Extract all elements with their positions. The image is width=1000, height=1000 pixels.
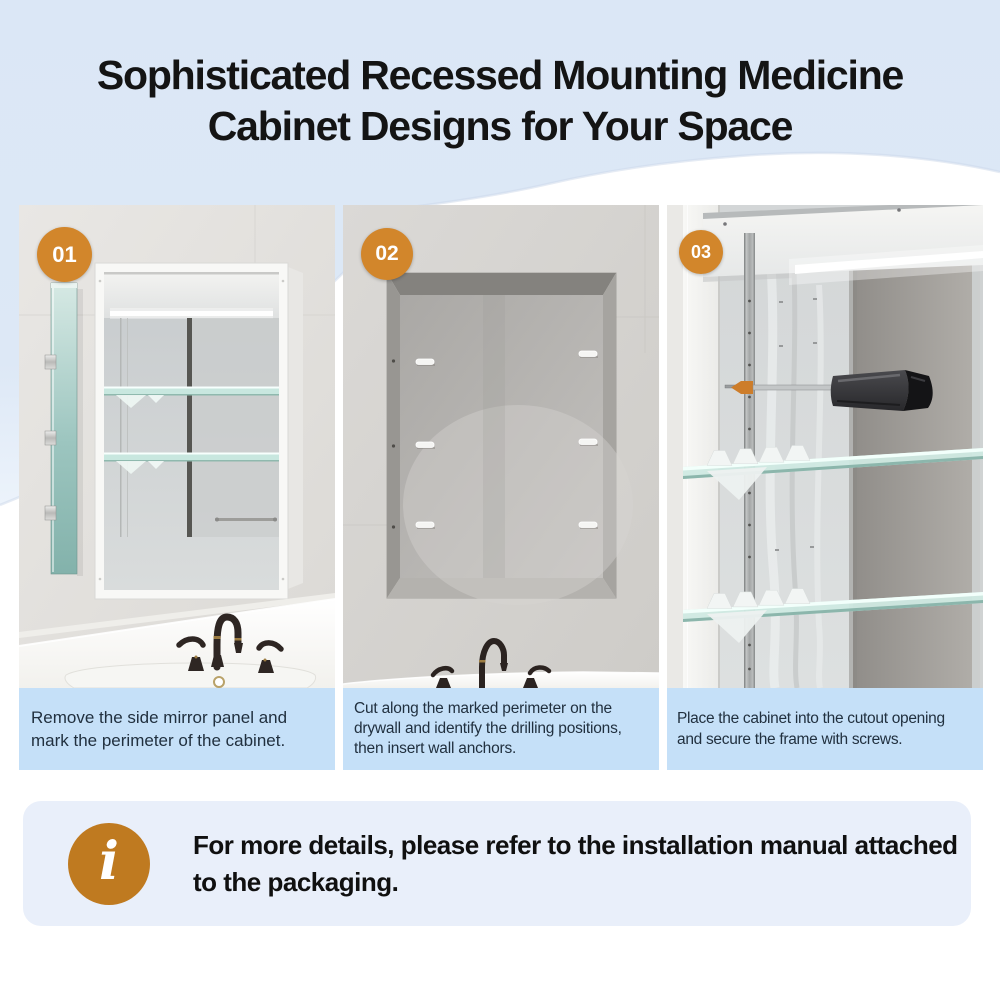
step-card-2 bbox=[343, 205, 659, 770]
step2-photo bbox=[343, 205, 659, 688]
medicine-cabinet bbox=[95, 263, 303, 599]
step3-caption: Place the cabinet into the cutout opening and secure the frame with screws. bbox=[667, 688, 983, 770]
note-text: For more details, please refer to the installation manual attached to the packaging. bbox=[193, 829, 958, 897]
installation-manual-note bbox=[23, 801, 971, 926]
page-title-line-1: Sophisticated Recessed Mounting Medicine bbox=[96, 52, 904, 98]
sink-drain bbox=[214, 677, 224, 687]
step-card-3 bbox=[667, 205, 983, 770]
wall-sliver bbox=[667, 205, 683, 688]
step1-photo bbox=[19, 205, 335, 688]
step-number-badge: 01 bbox=[37, 227, 92, 282]
screwdriver-shaft bbox=[753, 385, 833, 390]
page-title bbox=[0, 50, 1000, 153]
installation-steps-row bbox=[19, 205, 983, 770]
page-title-line-2: Cabinet Designs for Your Space bbox=[207, 103, 793, 150]
info-icon-glyph: i bbox=[99, 831, 119, 892]
step3-illustration bbox=[667, 205, 983, 688]
step1-caption: Remove the side mirror panel and mark the perimeter of the cabinet. bbox=[19, 688, 335, 770]
info-icon bbox=[68, 823, 150, 905]
step3-photo bbox=[667, 205, 983, 688]
towel-bar-reflection bbox=[215, 518, 277, 522]
step2-caption: Cut along the marked perimeter on the drywall and identify the drilling positions, then insert wall anchors. bbox=[343, 688, 659, 770]
side-mirror-panel bbox=[45, 283, 83, 576]
step-card-1 bbox=[19, 205, 335, 770]
step-number-badge: 03 bbox=[679, 230, 723, 274]
step-number-badge: 02 bbox=[361, 228, 413, 280]
cabinet-led-light bbox=[110, 311, 273, 316]
